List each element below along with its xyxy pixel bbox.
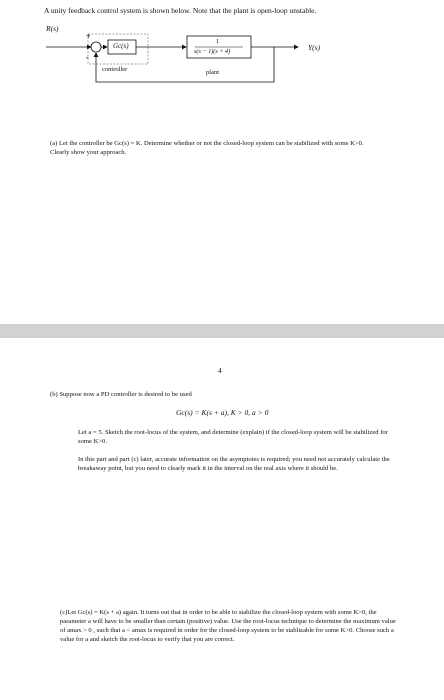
part-a-text: (a) Let the controller be Gc(s) = K. Determine whether or not the closed-loop system can be stabilized with some K>0. Clearly show your approach. xyxy=(50,140,364,156)
output-label: Y(s) xyxy=(308,43,321,52)
controller-caption: controller xyxy=(102,66,128,73)
controller-block-label: Gc(s) xyxy=(113,42,129,50)
part-b-para2: In this part and part (c) later, accurate information on the asymptotes is required; you need not accurately calculate the breakaway point, but you need to clearly mark it in the interval on the real axis where it should be. xyxy=(78,456,390,472)
page-number: 4 xyxy=(218,366,222,375)
part-c-text: (c)Let Gc(s) = K(s + a) again. It turns out that in order to be able to stabilize the closed-loop system with some K>0, the parameter a will have to be smaller than certain (positive) value. Use the root-locus technique to determine the maximum value of amax > 0 , such that a < amax is required in order for the closed-loop system to be stablizable for some K>0. Choose such a value for a and sketch the root-locus to verify that you are correct. xyxy=(60,609,396,643)
part-b-para1: Let a = 5. Sketch the root-locus of the system, and determine (explain) if the closed-loop system will be stabilized for some K>0. xyxy=(78,429,388,445)
part-b-equation: Gc(s) = K(s + a), K > 0, a > 0 xyxy=(176,408,269,417)
minus-sign: - xyxy=(86,53,89,62)
page-separator xyxy=(0,324,444,338)
block-diagram-lines xyxy=(40,20,380,90)
plus-sign: + xyxy=(86,32,91,41)
plant-caption: plant xyxy=(206,69,219,76)
page-1 xyxy=(0,0,444,324)
intro-text: A unity feedback control system is shown below. Note that the plant is open-loop unstable. xyxy=(44,6,317,15)
input-label: R(s) xyxy=(46,24,59,33)
summing-junction xyxy=(91,42,101,52)
part-b-intro: (b) Suppose now a PD controller is desired to be used xyxy=(50,391,192,398)
page-2 xyxy=(0,338,444,700)
plant-numerator: 1 xyxy=(216,38,220,45)
plant-denominator: s(s − 1)(s + 4) xyxy=(194,48,231,55)
block-diagram xyxy=(40,20,380,90)
